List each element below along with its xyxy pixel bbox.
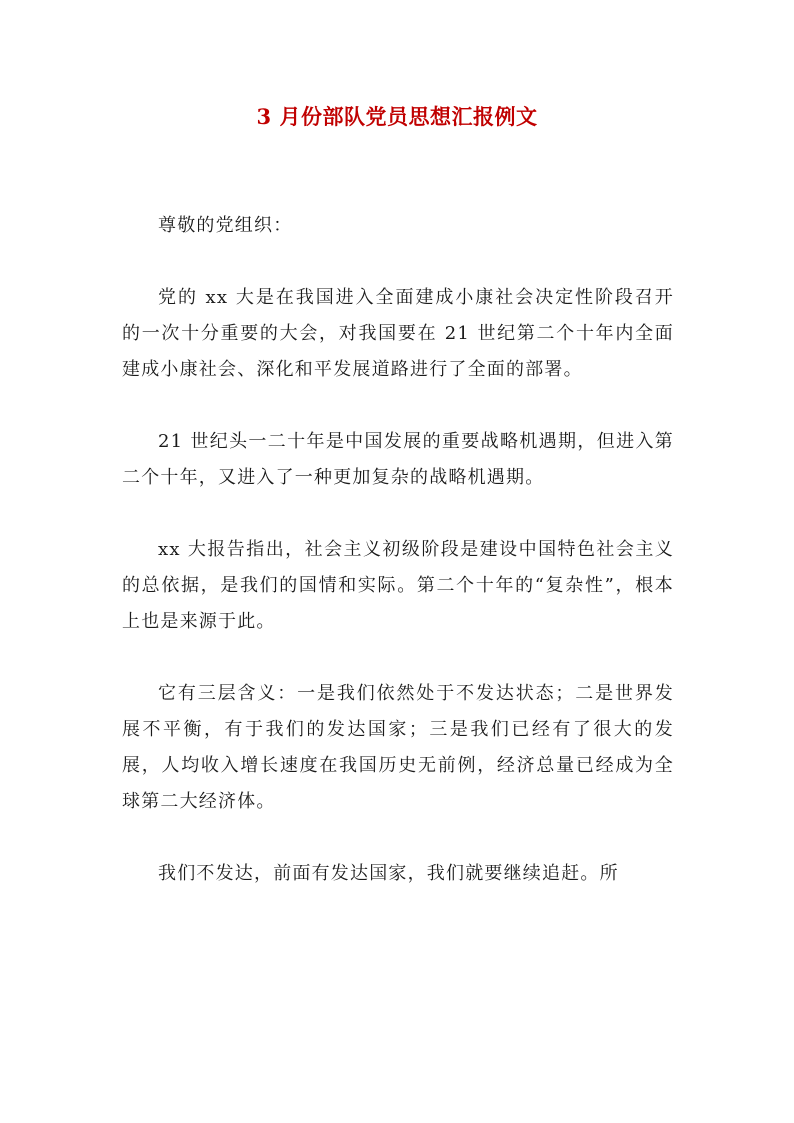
paragraph-4: 它有三层含义：一是我们依然处于不发达状态；二是世界发展不平衡，有于我们的发达国家；三是我们已经有了很大的发展，人均收入增长速度在我国历史无前例，经济总量已经成为全球第二大经济体。: [122, 683, 674, 812]
paragraph-5: 我们不发达，前面有发达国家，我们就要继续追赶。所: [158, 863, 619, 884]
document-body: [122, 208, 674, 892]
paragraph-gap: [122, 640, 674, 676]
paragraph-gap: [122, 496, 674, 532]
paragraph-2: 21 世纪头一二十年是中国发展的重要战略机遇期，但进入第二个十年，又进入了一种更加复杂的战略机遇期。: [122, 431, 674, 488]
document-title: 3 月份部队党员思想汇报例文: [256, 104, 538, 129]
salutation: 尊敬的党组织：: [158, 215, 293, 236]
paragraph-3: xx 大报告指出，社会主义初级阶段是建设中国特色社会主义的总依据，是我们的国情和实际。第二个十年的“复杂性”，根本上也是来源于此。: [122, 539, 674, 632]
paragraph-gap: [122, 388, 674, 424]
paragraph-1: 党的 xx 大是在我国进入全面建成小康社会决定性阶段召开的一次十分重要的大会，对我国要在 21 世纪第二个十年内全面建成小康社会、深化和平发展道路进行了全面的部署。: [122, 287, 674, 380]
paragraph-gap: [122, 820, 674, 856]
